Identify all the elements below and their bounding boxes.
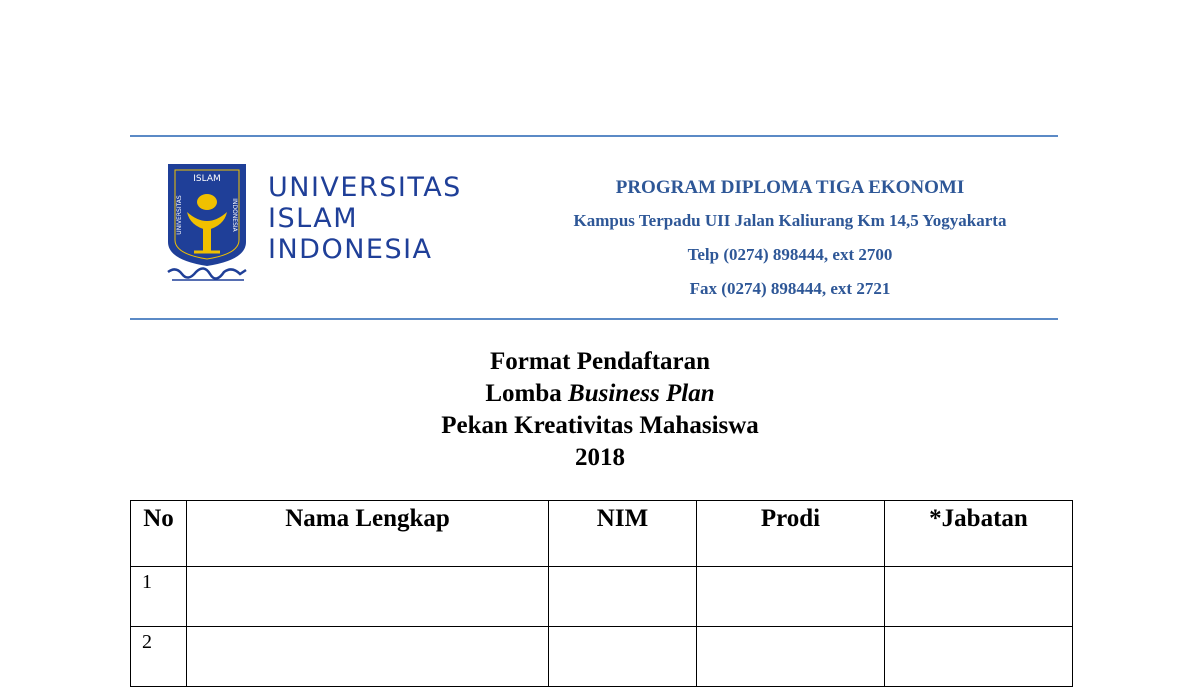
emblem-text-top: ISLAM	[193, 174, 221, 184]
telephone: Telp (0274) 898444, ext 2700	[687, 245, 893, 264]
document-title	[300, 346, 900, 474]
cell-nim	[549, 567, 697, 627]
cell-jabatan	[885, 627, 1073, 687]
cell-no: 1	[131, 567, 187, 627]
cell-nim	[549, 627, 697, 687]
header-jabatan: *Jabatan	[885, 501, 1073, 567]
emblem-text-right: INDONESIA	[231, 198, 238, 232]
program-name: PROGRAM DIPLOMA TIGA EKONOMI	[615, 177, 965, 198]
emblem-text-left: UNIVERSITAS	[176, 195, 183, 235]
wordmark-line-1: UNIVERSITAS	[268, 172, 462, 203]
table-row	[131, 627, 1073, 687]
title-line-4: 2018	[575, 444, 625, 471]
university-emblem-icon	[162, 160, 252, 284]
header-bottom-rule	[130, 318, 1058, 320]
cell-prodi	[697, 627, 885, 687]
wordmark-line-3: INDONESIA	[268, 234, 433, 265]
cell-prodi	[697, 567, 885, 627]
title-line-1: Format Pendaftaran	[489, 348, 711, 375]
header-nama-lengkap: Nama Lengkap	[187, 501, 549, 567]
wordmark-line-2: ISLAM	[268, 203, 359, 234]
title-line-2	[300, 378, 900, 410]
title-line-2-prefix: Lomba	[485, 380, 569, 407]
header-no: No	[131, 501, 187, 567]
cell-no: 2	[131, 627, 187, 687]
title-line-3: Pekan Kreativitas Mahasiswa	[441, 412, 759, 439]
cell-jabatan	[885, 567, 1073, 627]
header-nim: NIM	[549, 501, 697, 567]
cell-nama	[187, 627, 549, 687]
cell-nama	[187, 567, 549, 627]
university-wordmark	[268, 172, 462, 265]
table-header-row	[131, 501, 1073, 567]
header-prodi: Prodi	[697, 501, 885, 567]
header-top-rule	[130, 135, 1058, 137]
institution-info	[520, 172, 1060, 306]
campus-address: Kampus Terpadu UII Jalan Kaliurang Km 14,5 Yogyakarta	[573, 211, 1007, 230]
table-row	[131, 567, 1073, 627]
fax: Fax (0274) 898444, ext 2721	[689, 279, 891, 298]
registration-table	[130, 500, 1073, 687]
title-line-2-italic: Business Plan	[568, 380, 715, 407]
